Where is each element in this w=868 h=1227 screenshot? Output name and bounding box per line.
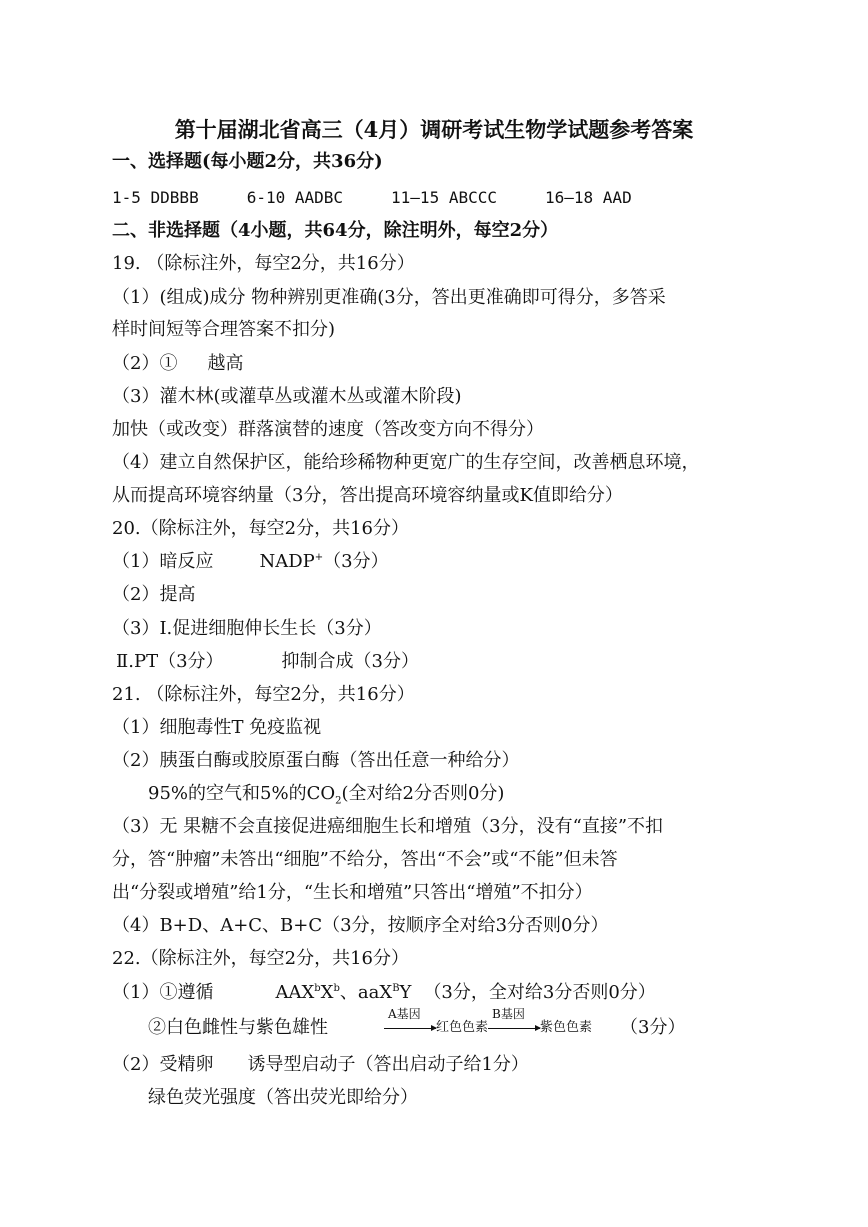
q19-part3-line1: （3）灌木林(或灌草丛或灌木丛或灌木阶段) (112, 386, 462, 407)
q20-part1-answer-a: （1）暗反应 (112, 551, 214, 572)
pathway-arrow-2 (488, 1007, 540, 1040)
q22-part1-line1 (112, 981, 656, 1005)
q22-part1-answer-a: （1）①遵循 (112, 982, 214, 1003)
q22-part2-answer-b: 诱导型启动子（答出启动子给1分） (247, 1054, 529, 1075)
q21-heading: 21. （除标注外，每空2分，共16分） (112, 684, 415, 705)
q19-part2 (112, 352, 243, 376)
q19-part4-line2: 从而提高环境容纳量（3分，答出提高环境容纳量或K值即给分） (112, 485, 623, 506)
superscript-plus: + (314, 552, 324, 563)
q22-part1-line2 (148, 1007, 686, 1040)
q21-part2-line2 (148, 782, 504, 806)
q22-part2-line1 (112, 1053, 529, 1077)
q22-genotypes: $AAX^bX^b$、aaX$^B$Y (275, 982, 412, 1003)
pathway-arrow-1 (384, 1007, 436, 1040)
q20-part3-ii: Ⅱ.PT（3分） (116, 651, 224, 672)
arrow-icon (488, 1028, 540, 1029)
q21-part2-line1: （2）胰蛋白酶或胶原蛋白酶（答出任意一种给分） (112, 750, 520, 771)
pigment-red: 红色色素 (436, 1020, 489, 1035)
q22-cross: ②白色雌性与紫色雄性 (148, 1017, 328, 1038)
q19-part1-line1: （1）(组成)成分 物种辨别更准确(3分，答出更准确即可得分，多答采 (112, 287, 666, 308)
choice-1-5: 1-5 DDBBB (112, 188, 199, 207)
q20-heading: 20.（除标注外，每空2分，共16分） (112, 518, 409, 539)
q21-part1: （1）细胞毒性T 免疫监视 (112, 717, 322, 738)
page-title: 第十届湖北省高三（4月）调研考试生物学试题参考答案 (174, 117, 694, 142)
q21-part3-line1: （3）无 果糖不会直接促进癌细胞生长和增殖（3分，没有“直接”不扣 (112, 816, 664, 837)
arrow-icon (384, 1028, 436, 1029)
q21-co2-score: (全对给2分否则0分) (341, 783, 505, 804)
choice-6-10: 6-10 AADBC (246, 188, 344, 207)
choice-answers (112, 186, 632, 210)
q20-part1-answer-b: NADP (259, 551, 315, 572)
q21-part3-line3: 出“分裂或增殖”给1分，“生长和增殖”只答出“增殖”不扣分） (112, 882, 593, 903)
arrow-label-a-gene: A基因 (388, 1007, 421, 1021)
q19-part4-line1: （4）建立自然保护区，能给珍稀物种更宽广的生存空间，改善栖息环境， (112, 452, 700, 473)
q21-co2-text: 95%的空气和5%的CO (148, 783, 336, 804)
q20-part3-ii-answer: 抑制合成（3分） (281, 651, 419, 672)
pigment-purple: 紫色色素 (540, 1020, 593, 1035)
q22-part2-line2: 绿色荧光强度（答出荧光即给分） (148, 1087, 418, 1108)
q19-part3-line2: 加快（或改变）群落演替的速度（答改变方向不得分） (112, 419, 544, 440)
arrow-label-b-gene: B基因 (492, 1007, 525, 1021)
section-1-heading: 一、选择题(每小题2分，共36分) (112, 151, 383, 172)
section-2-heading: 二、非选择题（4小题，共64分，除注明外，每空2分） (112, 220, 559, 241)
q19-part2-answer: 越高 (207, 353, 244, 374)
q22-part1-score: （3分，全对给3分否则0分） (423, 982, 656, 1003)
q19-heading: 19. （除标注外，每空2分，共16分） (112, 253, 415, 274)
choice-11-15: 11—15 ABCCC (391, 188, 497, 207)
q20-part1 (112, 550, 389, 574)
q20-part1-score: （3分） (323, 551, 389, 572)
q19-part1-line2: 样时间短等合理答案不扣分) (112, 319, 336, 340)
q20-part3-line2 (116, 650, 419, 674)
q21-part4: （4）B+D、A+C、B+C（3分，按顺序全对给3分否则0分） (112, 915, 609, 936)
choice-16-18: 16—18 AAD (545, 188, 632, 207)
subscript-2: 2 (335, 795, 342, 807)
q22-pathway-score: （3分） (620, 1017, 686, 1038)
q20-part2: （2）提高 (112, 584, 196, 605)
q19-part2-label: （2）① (112, 353, 178, 374)
q22-part2-answer-a: （2）受精卵 (112, 1054, 214, 1075)
q22-heading: 22.（除标注外，每空2分，共16分） (112, 948, 409, 969)
q20-part3-line1: （3）Ⅰ.促进细胞伸长生长（3分） (112, 618, 382, 639)
q21-part3-line2: 分，答“肿瘤”未答出“细胞”不给分，答出“不会”或“不能”但未答 (112, 849, 618, 870)
